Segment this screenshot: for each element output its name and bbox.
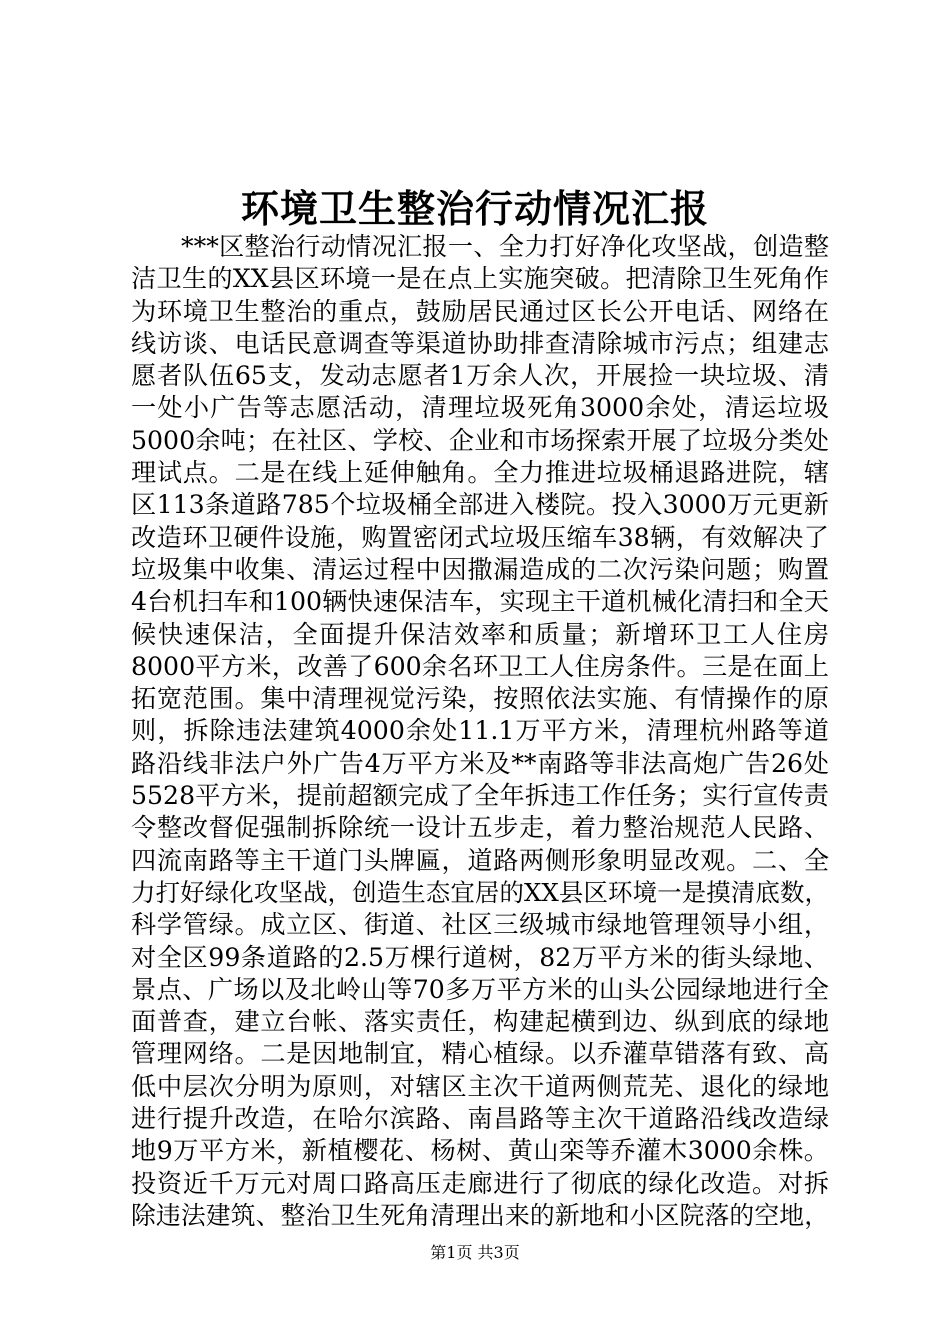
body-line: 面普查，建立台帐、落实责任，构建起横到边、纵到底的绿地 [131, 1007, 829, 1037]
document-body [131, 231, 829, 1232]
page-footer: 第1页 共3页 [430, 1243, 520, 1262]
body-line: 5528平方米，提前超额完成了全年拆违工作任务；实行宣传责 [131, 781, 829, 811]
body-line: 除违法建筑、整治卫生死角清理出来的新地和小区院落的空地， [131, 1200, 829, 1230]
body-line: 洁卫生的XX县区环境一是在点上实施突破。把清除卫生死角作 [131, 264, 829, 294]
body-line: 理试点。二是在线上延伸触角。全力推进垃圾桶退路进院，辖 [131, 458, 829, 488]
body-line: 8000平方米，改善了600余名环卫工人住房条件。三是在面上 [131, 651, 829, 681]
body-line: 路沿线非法户外广告4万平方米及**南路等非法高炮广告26处 [131, 748, 829, 778]
body-line: 拓宽范围。集中清理视觉污染，按照依法实施、有情操作的原 [131, 684, 829, 714]
body-line: 4台机扫车和100辆快速保洁车，实现主干道机械化清扫和全天 [131, 587, 829, 617]
body-line: 低中层次分明为原则，对辖区主次干道两侧荒芜、退化的绿地 [131, 1071, 829, 1101]
body-line: 管理网络。二是因地制宜，精心植绿。以乔灌草错落有致、高 [131, 1039, 829, 1069]
body-line: 对全区99条道路的2.5万棵行道树，82万平方米的街头绿地、 [131, 942, 829, 972]
body-line: 为环境卫生整治的重点，鼓励居民通过区长公开电话、网络在 [131, 296, 829, 326]
body-line: 进行提升改造，在哈尔滨路、南昌路等主次干道路沿线改造绿 [131, 1104, 829, 1134]
body-line: 愿者队伍65支，发动志愿者1万余人次，开展捡一块垃圾、清 [131, 361, 829, 391]
body-line: 则，拆除违法建筑4000余处11.1万平方米，清理杭州路等道 [131, 716, 829, 746]
body-line: 5000余吨；在社区、学校、企业和市场探索开展了垃圾分类处 [131, 425, 829, 455]
body-line: 景点、广场以及北岭山等70多万平方米的山头公园绿地进行全 [131, 974, 829, 1004]
body-line: ***区整治行动情况汇报一、全力打好净化攻坚战，创造整 [181, 232, 829, 261]
body-line: 令整改督促强制拆除统一设计五步走，着力整治规范人民路、 [131, 813, 829, 843]
body-line: 投资近千万元对周口路高压走廊进行了彻底的绿化改造。对拆 [131, 1168, 829, 1198]
body-line: 线访谈、电话民意调查等渠道协助排查清除城市污点；组建志 [131, 328, 829, 358]
body-line: 力打好绿化攻坚战，创造生态宜居的XX县区环境一是摸清底数， [131, 877, 829, 907]
body-line: 候快速保洁，全面提升保洁效率和质量；新增环卫工人住房 [131, 619, 829, 649]
body-line: 区113条道路785个垃圾桶全部进入楼院。投入3000万元更新 [131, 490, 829, 520]
body-line: 一处小广告等志愿活动，清理垃圾死角3000余处，清运垃圾 [131, 393, 829, 423]
body-line: 改造环卫硬件设施，购置密闭式垃圾压缩车38辆，有效解决了 [131, 522, 829, 552]
body-line: 四流南路等主干道门头牌匾，道路两侧形象明显改观。二、全 [131, 845, 829, 875]
body-line: 垃圾集中收集、清运过程中因撒漏造成的二次污染问题；购置 [131, 554, 829, 584]
document-title: 环境卫生整治行动情况汇报 [240, 186, 709, 231]
body-line: 科学管绿。成立区、街道、社区三级城市绿地管理领导小组， [131, 910, 829, 940]
body-line: 地9万平方米，新植樱花、杨树、黄山栾等乔灌木3000余株。 [131, 1136, 829, 1166]
